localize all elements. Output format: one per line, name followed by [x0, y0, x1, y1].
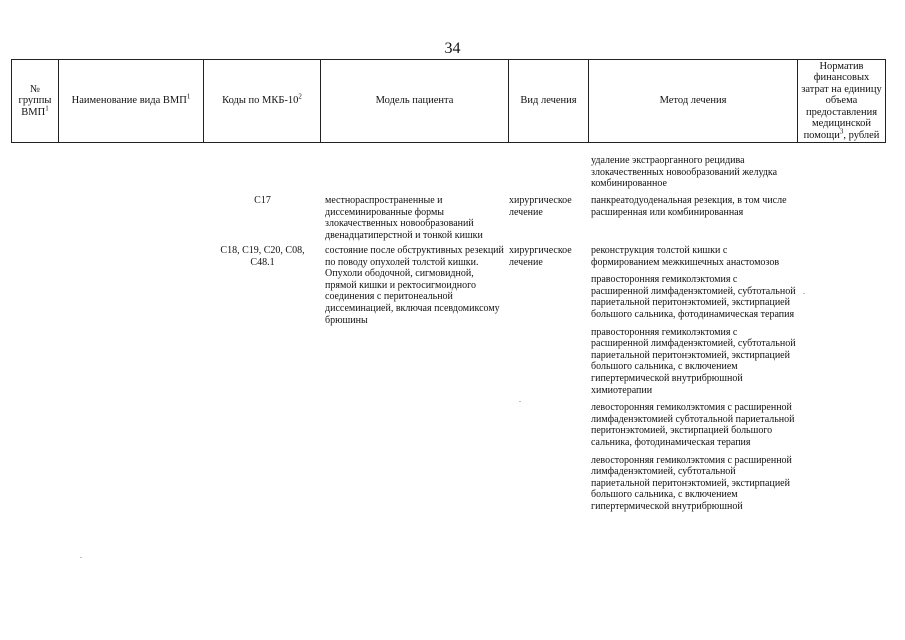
table-row-1-patient-model: местнораспространенные и диссеминированные формы злокачественных новообразований двенадцатиперстной и тонкой кишки [325, 195, 483, 241]
table-row-2-code: C18, C19, C20, C08, C48.1 [220, 245, 305, 268]
header-patient-model: Модель пациента [321, 60, 509, 143]
table-row-0-method [591, 155, 796, 196]
method-item: панкреатодуоденальная резекция, в том числе расширенная или комбинированная [591, 195, 787, 218]
table-row-1-treatment-type: хирургическое лечение [509, 195, 572, 218]
page-number: 34 [444, 40, 461, 57]
header-treatment-method: Метод лечения [589, 60, 798, 143]
header-financial-norm: Норматив финансовых затрат на единицу объема предоставления медицинской помощи$^3$, рублей [798, 60, 886, 143]
method-item: правосторонняя гемиколэктомия с расширенной лимфаденэктомией, субтотальной париетальной перитонэктомией, экстирпацией большого сальника, с включением гипертермической внутрибрюшной химиотерапии [591, 326, 796, 396]
scan-speck [803, 293, 805, 294]
method-item: реконструкция толстой кишки с формированием межкишечных анастомозов [591, 245, 780, 268]
header-icd-codes: Коды по МКБ-$10^2$ [204, 60, 321, 143]
table-row-2-patient-model: состояние после обструктивных резекций по поводу опухолей толстой кишки. Опухоли ободочной, сигмовидной, прямой кишки и ректосигмоидного соединения с перитонеальной диссеминацией, включая псевдомиксому брюшины [325, 245, 504, 326]
method-item: правосторонняя гемиколэктомия с расширенной лимфаденэктомией, субтотальной париетальной перитонэктомией, экстирпацией большого сальника, фотодинамическая терапия [591, 274, 796, 320]
header-vmp-name: Наименование вида ВМП$^1$ [59, 60, 204, 143]
table-header [11, 59, 886, 143]
table-row-2-method [591, 245, 796, 518]
scan-speck [519, 401, 521, 402]
method-item: левосторонняя гемиколэктомия с расширенной лимфаденэктомией субтотальной париетальной перитонэктомией, экстирпацией большого сальника, фотодинамическая терапия [591, 402, 795, 448]
scan-speck [80, 557, 82, 558]
table-row-1-method [591, 195, 796, 224]
method-item: удаление экстраорганного рецидива злокачественных новообразований желудка комбинированное [591, 155, 778, 190]
table-row-1-code: C17 [254, 195, 271, 206]
header-treatment-type: Вид лечения [509, 60, 589, 143]
method-item: левосторонняя гемиколэктомия с расширенной лимфаденэктомией, субтотальной париетальной перитонэктомией, экстирпацией большого сальника, с включением гипертермической внутрибрюшной [591, 454, 792, 512]
header-group-number: № группы ВМП$^1$ [12, 60, 59, 143]
table-row-2-treatment-type: хирургическое лечение [509, 245, 572, 268]
